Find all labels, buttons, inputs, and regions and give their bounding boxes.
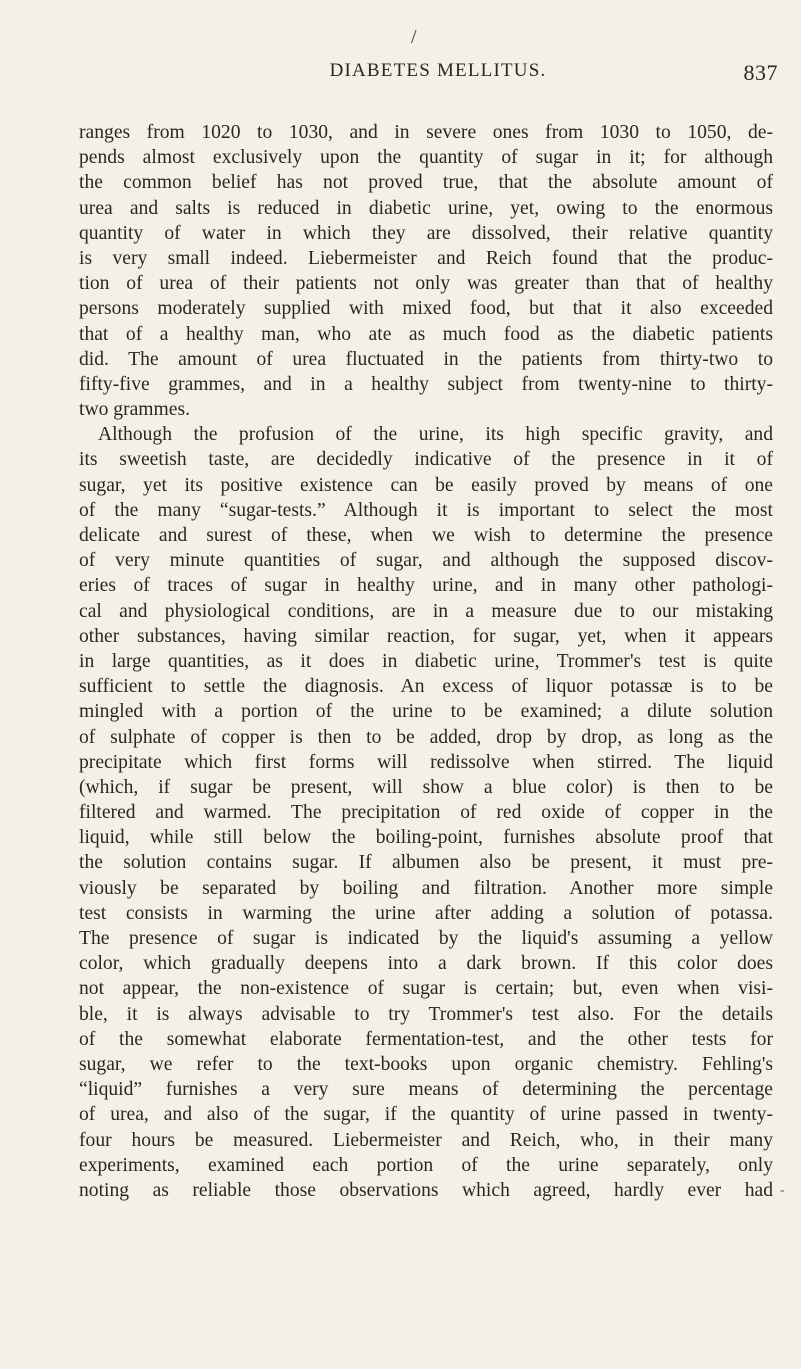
text-line: in large quantities, as it does in diabetic urine, Trommer's test is quite bbox=[79, 650, 773, 672]
text-line: test consists in warming the urine after adding a solution of potassa. bbox=[79, 902, 773, 924]
stray-pen-mark: / bbox=[411, 26, 417, 48]
text-line: urea and salts is reduced in diabetic urine, yet, owing to the enormous bbox=[79, 197, 773, 219]
text-line: “liquid” furnishes a very sure means of determining the percentage bbox=[79, 1079, 773, 1101]
text-line: quantity of water in which they are dissolved, their relative quantity bbox=[79, 222, 773, 244]
text-line: delicate and surest of these, when we wish to determine the presence bbox=[79, 525, 773, 546]
text-line: of the many “sugar-tests.” Although it is important to select the most bbox=[79, 499, 773, 521]
text-line: is very small indeed. Liebermeister and Reich found that the produc- bbox=[79, 247, 773, 269]
text-line: of the somewhat elaborate fermentation-test, and the other tests for bbox=[79, 1028, 773, 1050]
text-line: ranges from 1020 to 1030, and in severe ones from 1030 to 1050, de- bbox=[79, 122, 773, 143]
text-line: the common belief has not proved true, that the absolute amount of bbox=[79, 172, 773, 194]
text-line: The presence of sugar is indicated by the liquid's assuming a yellow bbox=[79, 928, 773, 949]
text-line: eries of traces of sugar in healthy urine, and in many other pathologi- bbox=[79, 575, 773, 597]
text-line: viously be separated by boiling and filtration. Another more simple bbox=[79, 877, 773, 899]
text-line: cal and physiological conditions, are in a measure due to our mistaking bbox=[79, 600, 773, 622]
text-line: mingled with a portion of the urine to be examined; a dilute solution bbox=[79, 701, 773, 723]
body-text bbox=[79, 120, 773, 1203]
running-title: DIABETES MELLITUS. bbox=[329, 60, 547, 81]
text-line: that of a healthy man, who ate as much food as the diabetic patients bbox=[79, 323, 773, 345]
text-line: ble, it is always advisable to try Trommer's test also. For the details bbox=[79, 1003, 773, 1025]
text-line: did. The amount of urea fluctuated in the patients from thirty-two to bbox=[79, 348, 773, 370]
text-line: fifty-five grammes, and in a healthy subject from twenty-nine to thirty- bbox=[79, 373, 773, 395]
text-line: four hours be measured. Liebermeister and Reich, who, in their many bbox=[79, 1129, 773, 1151]
text-line: (which, if sugar be present, will show a blue color) is then to be bbox=[79, 776, 773, 798]
text-line: noting as reliable those observations which agreed, hardly ever had bbox=[79, 1179, 773, 1201]
text-line: two grammes. bbox=[79, 399, 191, 421]
text-line: sufficient to settle the diagnosis. An excess of liquor potassæ is to be bbox=[79, 676, 773, 698]
text-line: other substances, having similar reaction, for sugar, yet, when it appears bbox=[79, 625, 773, 647]
text-line: pends almost exclusively upon the quantity of sugar in it; for although bbox=[79, 147, 773, 169]
text-line: color, which gradually deepens into a dark brown. If this color does bbox=[79, 953, 773, 975]
text-line: not appear, the non-existence of sugar is certain; but, even when visi- bbox=[79, 978, 773, 1000]
text-line: tion of urea of their patients not only was greater than that of healthy bbox=[79, 273, 773, 295]
text-line: sugar, we refer to the text-books upon organic chemistry. Fehling's bbox=[79, 1053, 773, 1075]
text-line: its sweetish taste, are decidedly indicative of the presence in it of bbox=[79, 449, 773, 471]
text-line: Although the profusion of the urine, its high specific gravity, and bbox=[98, 424, 773, 446]
margin-mark: - bbox=[780, 1183, 785, 1198]
text-line: precipitate which first forms will redissolve when stirred. The liquid bbox=[79, 751, 773, 773]
page-number: 837 bbox=[743, 60, 778, 85]
text-line: of sulphate of copper is then to be added, drop by drop, as long as the bbox=[79, 726, 773, 748]
text-line: experiments, examined each portion of the urine separately, only bbox=[79, 1154, 773, 1176]
text-line: of urea, and also of the sugar, if the quantity of urine passed in twenty- bbox=[79, 1104, 773, 1126]
text-line: filtered and warmed. The precipitation of red oxide of copper in the bbox=[79, 802, 773, 824]
text-line: persons moderately supplied with mixed food, but that it also exceeded bbox=[79, 298, 773, 320]
text-line: liquid, while still below the boiling-point, furnishes absolute proof that bbox=[79, 827, 773, 849]
text-line: of very minute quantities of sugar, and although the supposed discov- bbox=[79, 550, 773, 572]
text-line: the solution contains sugar. If albumen also be present, it must pre- bbox=[79, 852, 773, 874]
text-line: sugar, yet its positive existence can be easily proved by means of one bbox=[79, 474, 773, 496]
running-head bbox=[78, 60, 778, 90]
